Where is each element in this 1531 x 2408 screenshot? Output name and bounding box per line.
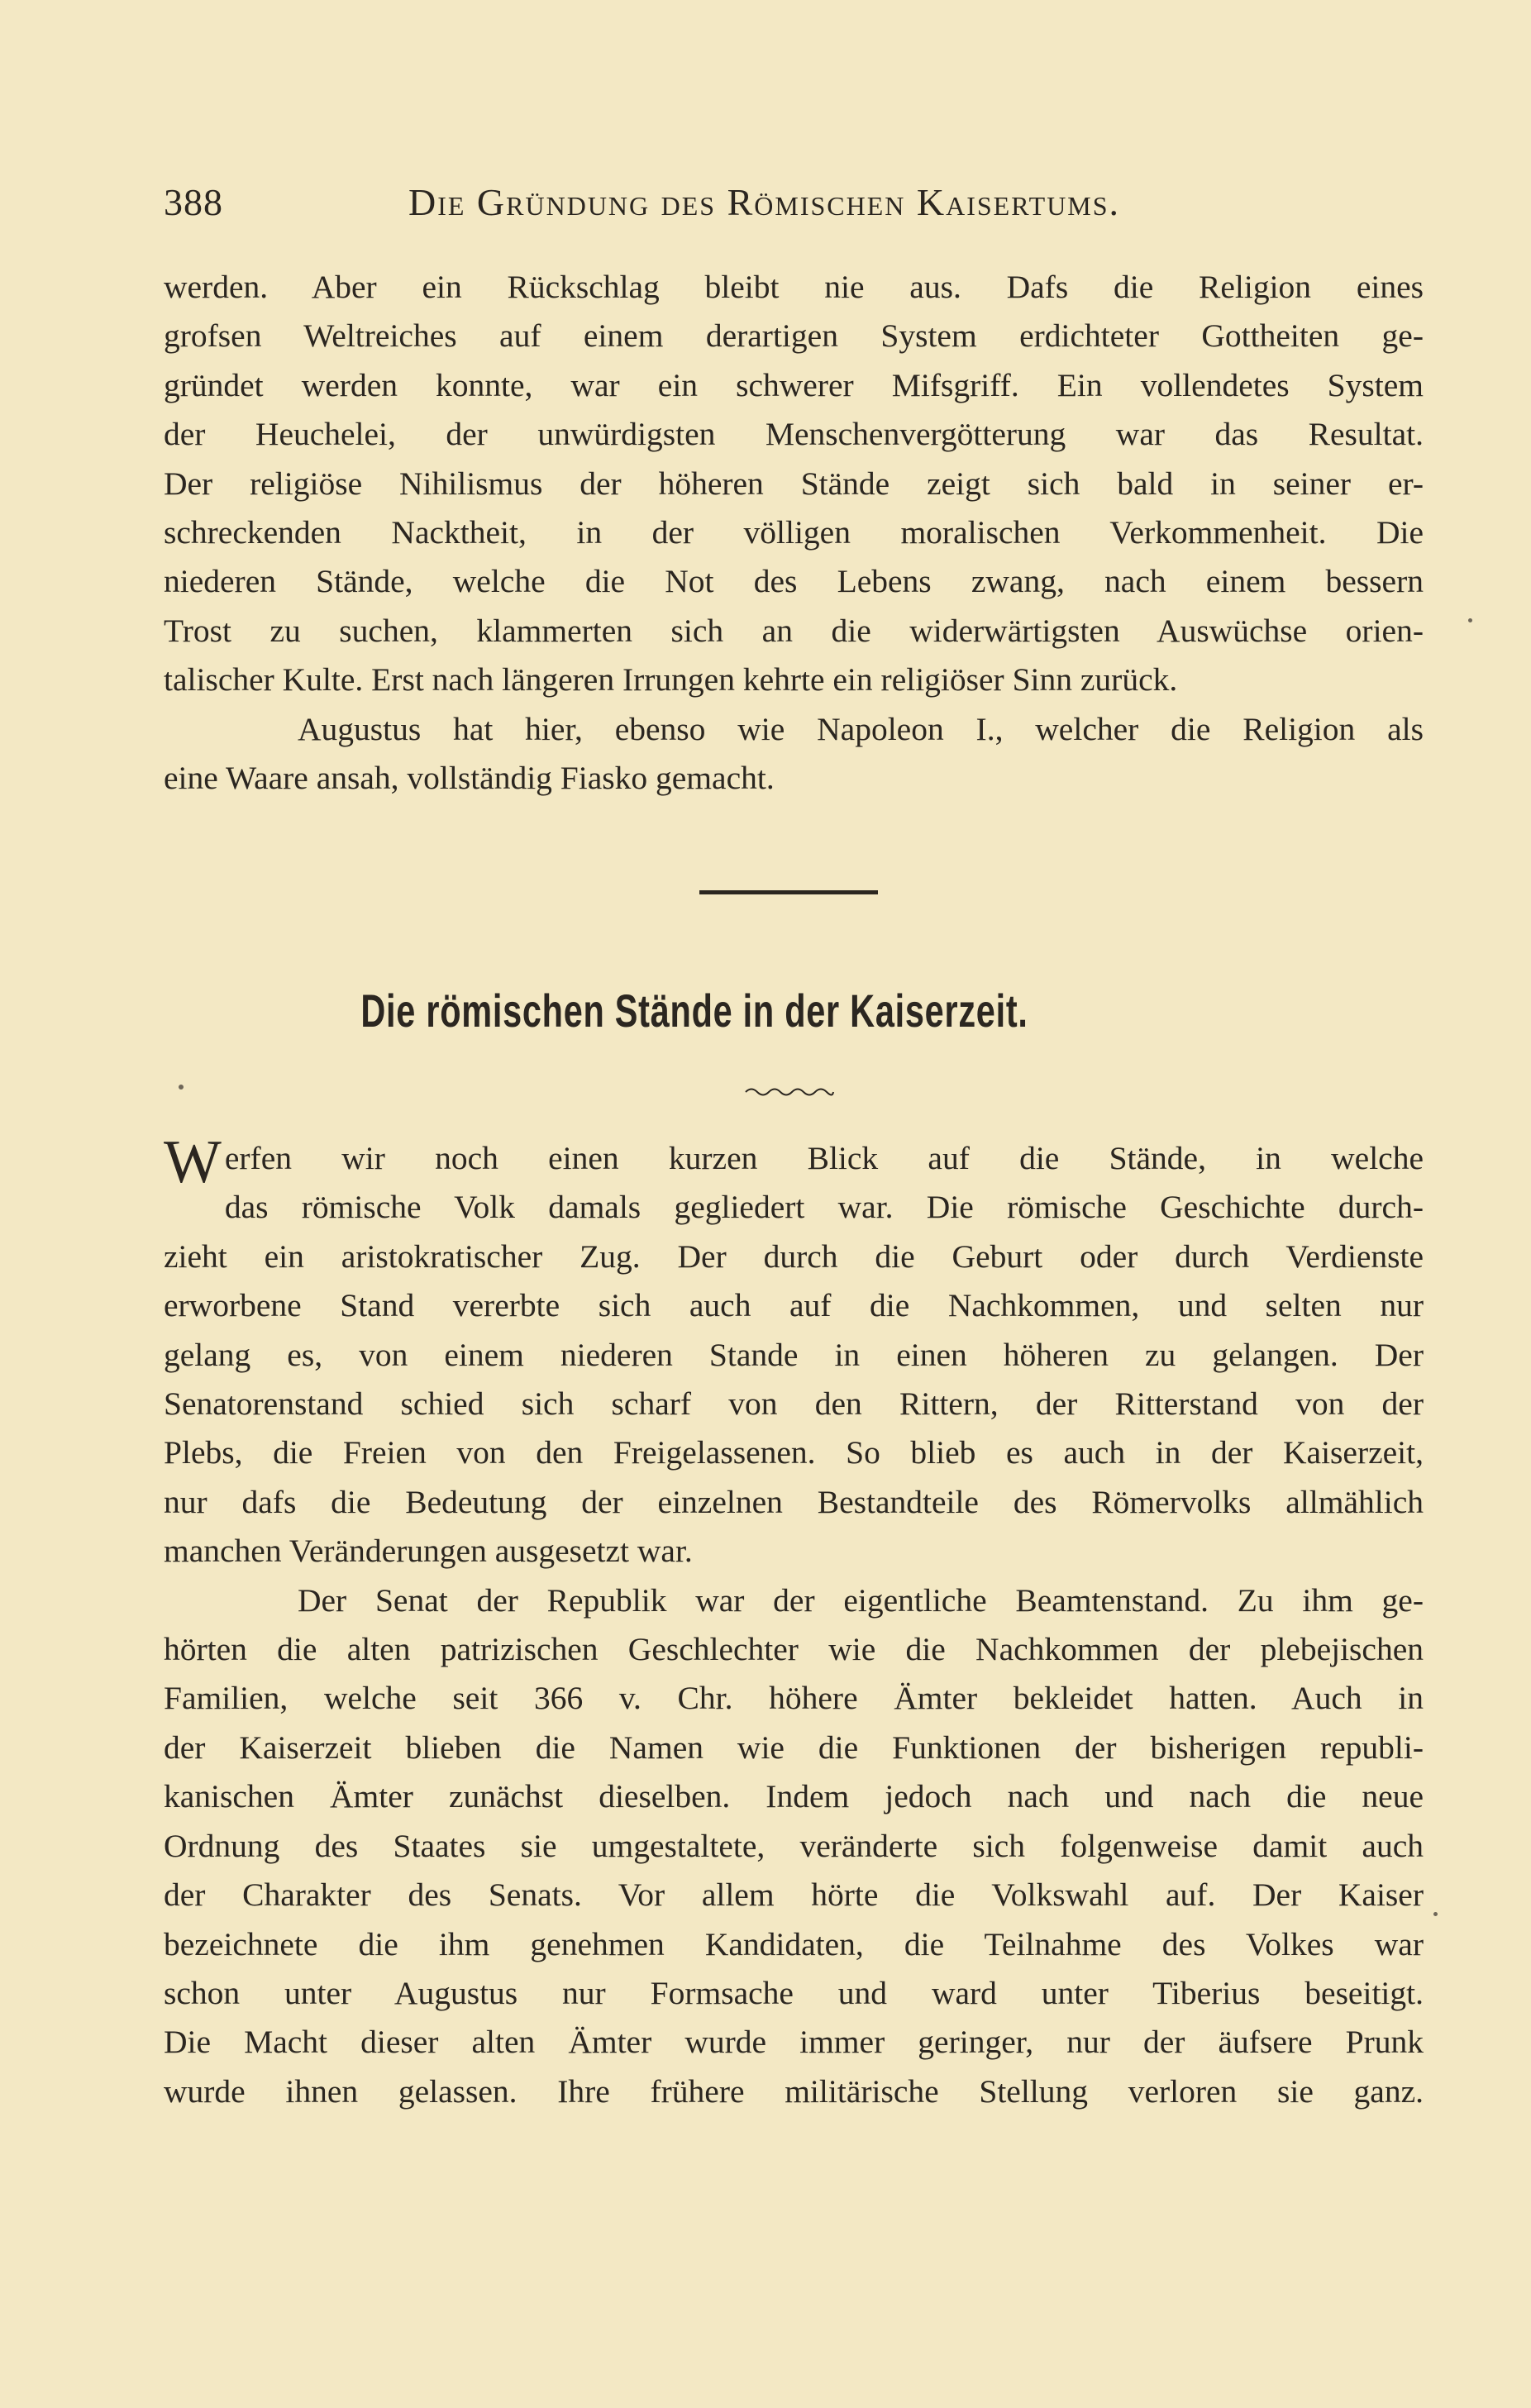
paragraph-4-line-7: der Charakter des Senats. Vor allem hörte die Volkswahl auf. Der Kaiser (164, 1876, 1424, 1914)
paragraph-1-line-3: gründet werden konnte, war ein schwerer Mifsgriff. Ein vollendetes System (164, 366, 1424, 403)
paragraph-1-line-4: der Heuchelei, der unwürdigsten Menschenvergötterung war das Resultat. (164, 416, 1424, 453)
paragraph-4-line-6: Ordnung des Staates sie umgestaltete, veränderte sich folgenweise damit auch (164, 1827, 1424, 1864)
paragraph-1-line-2: grofsen Weltreiches auf einem derartigen System erdichteter Gottheiten ge- (164, 317, 1424, 355)
paragraph-4-line-9: schon unter Augustus nur Formsache und ward unter Tiberius beseitigt. (164, 1974, 1424, 2011)
paragraph-3-line-4: erworbene Stand vererbte sich auch auf die Nachkommen, und selten nur (164, 1287, 1424, 1324)
section-title: Die römischen Stände in der Kaiserzeit. (360, 985, 1028, 1037)
paper-speck (179, 1085, 184, 1090)
running-title: Die Gründung des Römischen Kaisertums. (408, 181, 1121, 223)
paragraph-4-line-10: Die Macht dieser alten Ämter wurde immer geringer, nur der äufsere Prunk (164, 2024, 1424, 2061)
paper-speck (1468, 618, 1472, 622)
paragraph-3-line-5: gelang es, von einem niederen Stande in einen höheren zu gelangen. Der (164, 1336, 1424, 1373)
paragraph-2-line-2: eine Waare ansah, vollständig Fiasko gemacht. (164, 760, 775, 797)
paragraph-1-line-5: Der religiöse Nihilismus der höheren Stände zeigt sich bald in seiner er- (164, 465, 1424, 502)
paragraph-3-line-7: Plebs, die Freien von den Freigelassenen. So blieb es auch in der Kaiserzeit, (164, 1434, 1424, 1471)
paragraph-1-line-6: schreckenden Nacktheit, in der völligen moralischen Verkommenheit. Die (164, 514, 1424, 551)
paragraph-4-line-8: bezeichnete die ihm genehmen Kandidaten, die Teilnahme des Volkes war (164, 1925, 1424, 1962)
paragraph-3-line-3: zieht ein aristokratischer Zug. Der durch die Geburt oder durch Verdienste (164, 1237, 1424, 1275)
paragraph-4-line-3: Familien, welche seit 366 v. Chr. höhere Ämter bekleidet hatten. Auch in (164, 1680, 1424, 1717)
paragraph-3-line-6: Senatorenstand schied sich scharf von den Rittern, der Ritterstand von der (164, 1385, 1424, 1423)
paragraph-4-line-5: kanischen Ämter zunächst dieselben. Indem jedoch nach und nach die neue (164, 1778, 1424, 1815)
paragraph-3-line-1 (164, 1128, 1424, 1196)
text-block-bottom (164, 1128, 1424, 2116)
page-number: 388 (164, 181, 223, 223)
paragraph-2-line-1: Augustus hat hier, ebenso wie Napoleon I., welcher die Religion als (298, 710, 1424, 747)
paper-speck (1433, 1912, 1438, 1916)
paragraph-4-line-11: wurde ihnen gelassen. Ihre frühere militärische Stellung verloren sie ganz. (164, 2072, 1424, 2110)
paragraph-4-line-4: der Kaiserzeit blieben die Namen wie die Funktionen der bisherigen republi- (164, 1729, 1424, 1766)
paragraph-3-line-9: manchen Veränderungen ausgesetzt war. (164, 1533, 693, 1570)
paragraph-1-line-9: talischer Kulte. Erst nach längeren Irrungen kehrte ein religiöser Sinn zurück. (164, 661, 1178, 699)
paragraph-4-line-2: hörten die alten patrizischen Geschlechter wie die Nachkommen der plebejischen (164, 1631, 1424, 1668)
paragraph-4-line-1: Der Senat der Republik war der eigentliche Beamtenstand. Zu ihm ge- (298, 1581, 1424, 1619)
text-block-top (164, 263, 1424, 803)
wave-ornament-icon (744, 1085, 835, 1099)
paragraph-3-line-2: das römische Volk damals gegliedert war. Die römische Geschichte durch- (224, 1189, 1424, 1226)
paragraph-1-line-8: Trost zu suchen, klammerten sich an die widerwärtigsten Auswüchse orien- (164, 612, 1424, 649)
paragraph-1-line-7: niederen Stände, welche die Not des Lebens zwang, nach einem bessern (164, 563, 1424, 600)
paragraph-3-line-1-text: erfen wir noch einen kurzen Blick auf die Stände, in welche (224, 1140, 1424, 1176)
section-divider-rule (699, 890, 878, 894)
paragraph-3-line-8: nur dafs die Bedeutung der einzelnen Bestandteile des Römervolks allmählich (164, 1483, 1424, 1520)
paragraph-1-line-1: werden. Aber ein Rückschlag bleibt nie aus. Dafs die Religion eines (164, 269, 1424, 305)
page-header (164, 180, 1247, 233)
drop-cap: W (164, 1128, 222, 1196)
